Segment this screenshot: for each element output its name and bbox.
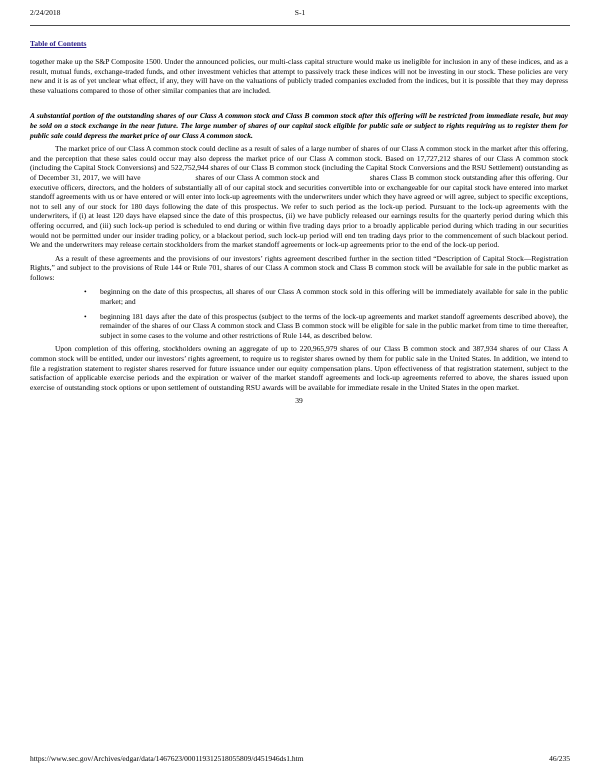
bullet-icon: • [84,287,87,297]
paragraph-upon-completion: Upon completion of this offering, stockholders owning an aggregate of up to 220,965,979 shares of our Class B common stock and 387,934 shares of our Class A common stock will be entitled, under our investors’ rights agreement, to require us to register shares owned by them for public sale in the United States. In addition, we intend to file a registration statement to register shares reserved for future issuance under our equity compensation plans. Upon effectiveness of that registration statement, subject to the satisfaction of applicable exercise periods and the expiration or waiver of the market standoff agreements and lock-up agreements referred to above, the shares issued upon exercise of outstanding stock options or upon settlement of outstanding RSU awards will be available for immediate resale in the United States in the open market. [30,344,568,392]
bullet-icon: • [84,311,87,321]
header-divider [30,25,570,26]
header-doc-type: S-1 [294,8,306,17]
print-header [30,8,570,18]
document-body [30,57,568,406]
bullet-text: beginning 181 days after the date of this prospectus (subject to the terms of the lock-up agreements and market standoff agreements described above), the remainder of the shares of our Class A common stock and Class B common stock will be eligible for sale in the public market from time to time thereafter, subject in some cases to the volume and other restrictions of Rule 144, as described below. [100,311,568,340]
header-spacer [305,8,570,18]
list-item [30,312,568,341]
list-item [30,287,568,306]
risk-factor-heading: A substantial portion of the outstanding shares of our Class A common stock and Class B common stock after this offering will be restricted from immediate resale, but may be sold on a stock exchange in the near future. The large number of shares of our capital stock eligible for public sale or subject to rights requiring us to register them for public sale could depress the market price of our Class A common stock. [30,111,568,140]
table-of-contents-link[interactable]: Table of Contents [30,39,87,48]
header-date: 2/24/2018 [30,8,61,17]
footer-url: https://www.sec.gov/Archives/edgar/data/1467623/000119312518055809/d451946ds1.htm [30,753,304,763]
bullet-list [30,287,568,340]
footer-page-indicator: 46/235 [549,753,570,763]
print-footer [30,754,570,764]
bullet-text: beginning on the date of this prospectus, all shares of our Class A common stock sold in this offering will be immediately available for sale in the public market; and [100,287,568,307]
paragraph-as-a-result: As a result of these agreements and the provisions of our investors’ rights agreement described further in the section titled “Description of Capital Stock—Registration Rights,” and subject to the provisions of Rule 144 or Rule 701, shares of our Class A common stock and Class B common stock will be available for sale in the public market as follows: [30,253,568,282]
paragraph-index-continuation: together make up the S&P Composite 1500. Under the announced policies, our multi-class capital structure would make us ineligible for inclusion in any of these indices, and as a result, mutual funds, exchange-traded funds, and other investment vehicles that attempt to passively track these indices will not be investing in our stock. These policies are very new and it is as of yet unclear what effect, if any, they will have on the valuations of publicly traded companies excluded from the indices, but it is possible that they may depress these valuations compared to those of other similar companies that are included. [30,57,568,95]
page-number: 39 [295,396,303,406]
paragraph-market-price: The market price of our Class A common stock could decline as a result of sales of a large number of shares of our Class A common stock in the market after this offering, and the perception that these sales could occur may also depress the market price of our Class A common stock. Based on 17,727,212 shares of our Class A common stock (including the Capital Stock Conversions) and 522,752,944 shares of our Class B common stock (including the Capital Stock Conversions and the RSU Settlement) outstanding as of December 31, 2017, we will have shares of our Class A common stock and shares Class B common stock outstanding after this offering. Our executive officers, directors, and the holders of substantially all of our capital stock and securities convertible into or exchangeable for our capital stock have entered into market standoff agreements with us or have entered or will enter into lock-up agreements with the underwriters under which they have agreed or will agree, subject to specific exceptions, not to sell any of our stock for 180 days following the date of this prospectus. We refer to such period as the lock-up period. Pursuant to the lock-up agreements with the underwriters, if (i) at least 120 days have elapsed since the date of this prospectus, (ii) we have publicly released our earnings results for the quarterly period during which this offering occurred, and (iii) such lock-up period is scheduled to end during or within five trading days prior to a broadly applicable period during which trading in our securities would not be permitted under our insider trading policy, or a blackout period, such lock-up period will end ten trading days prior to the commencement of such blackout period. We and the underwriters may release certain stockholders from the market standoff agreements or lock-up agreements prior to the end of the lock-up period. [30,144,568,250]
